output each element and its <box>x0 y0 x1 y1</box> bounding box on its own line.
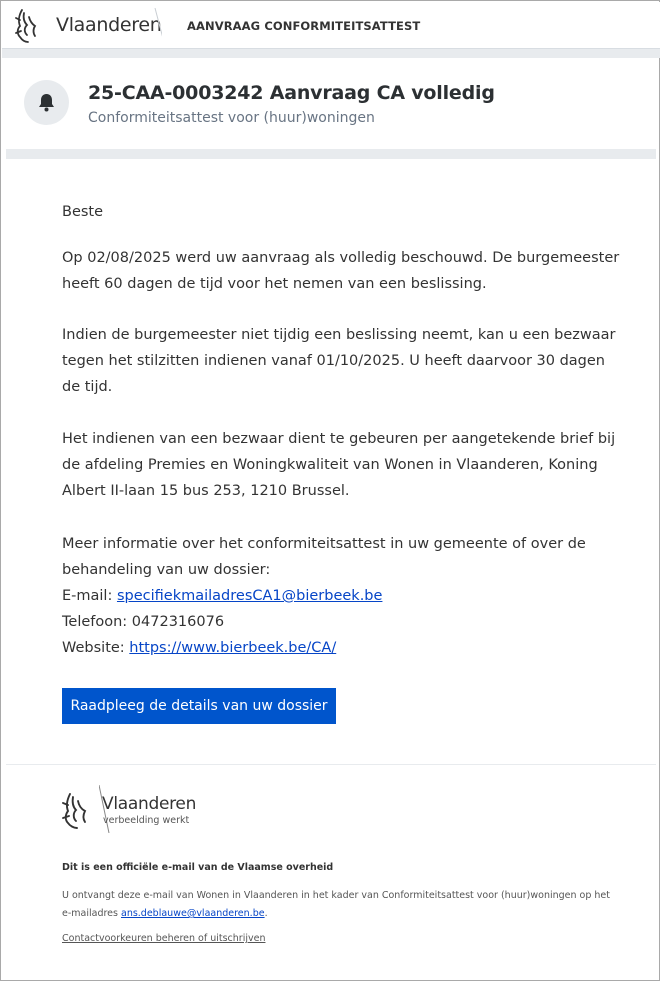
message-title: 25-CAA-0003242 Aanvraag CA volledig <box>88 82 495 104</box>
top-header <box>2 2 660 49</box>
recipient-notice-end: . <box>264 908 268 919</box>
title-separator <box>6 149 656 159</box>
email-label: E-mail: <box>62 588 117 604</box>
greeting: Beste <box>62 204 104 220</box>
title-card <box>6 58 656 149</box>
contact-email-row <box>62 583 622 609</box>
contact-website-row <box>62 635 622 661</box>
header-app-title: AANVRAAG CONFORMITEITSATTEST <box>187 19 421 33</box>
contact-info-block <box>62 531 622 661</box>
footer-brand: Vlaanderen <box>102 794 197 814</box>
paragraph-completeness: Op 02/08/2025 werd uw aanvraag als volledig beschouwd. De burgemeester heeft 60 dagen de tijd voor het nemen van een beslissing. <box>62 250 620 292</box>
header-brand: Vlaanderen <box>56 14 162 36</box>
phone-label: Telefoon: <box>62 614 132 630</box>
phone-value: 0472316076 <box>131 614 225 630</box>
message-subtitle: Conformiteitsattest voor (huur)woningen <box>88 110 375 126</box>
email-link[interactable]: specifiekmailadresCA1@bierbeek.be <box>116 588 383 604</box>
contact-intro: Meer informatie over het conformiteitsattest in uw gemeente of over de behandeling van uw dossier: <box>62 536 586 578</box>
recipient-email-link[interactable]: ans.deblauwe@vlaanderen.be <box>121 908 265 919</box>
footer-tagline: verbeelding werkt <box>103 815 190 826</box>
manage-preferences-link[interactable]: Contactvoorkeuren beheren of uitschrijven <box>62 933 266 944</box>
paragraph-objection: Indien de burgemeester niet tijdig een beslissing neemt, kan u een bezwaar tegen het stilzitten indienen vanaf 01/10/2025. U heeft daarvoor 30 dagen de tijd. <box>62 327 616 395</box>
recipient-notice <box>62 887 622 923</box>
website-label: Website: <box>62 640 130 656</box>
view-dossier-button[interactable]: Raadpleeg de details van uw dossier <box>62 688 336 724</box>
paragraph-procedure: Het indienen van een bezwaar dient te gebeuren per aangetekende brief bij de afdeling Premies en Woningkwaliteit van Wonen in Vlaanderen, Koning Albert II-laan 15 bus 253, 1210 Brussel. <box>62 431 616 499</box>
flemish-lion-footer-logo-icon <box>61 791 91 831</box>
website-link[interactable]: https://www.bierbeek.be/CA/ <box>129 640 337 656</box>
flemish-lion-logo-icon <box>14 7 40 45</box>
official-notice: Dit is een officiële e-mail van de Vlaamse overheid <box>62 862 334 873</box>
header-divider-slash <box>150 8 162 46</box>
notification-badge <box>24 80 69 125</box>
recipient-notice-text: U ontvangt deze e-mail van Wonen in Vlaanderen in het kader van Conformiteitsattest voor (huur)woningen op het e-mailadres <box>62 890 610 919</box>
header-spacer <box>2 49 660 58</box>
bell-icon <box>36 92 57 113</box>
message-body <box>6 159 656 764</box>
footer <box>6 765 656 977</box>
contact-phone-row <box>62 609 622 635</box>
